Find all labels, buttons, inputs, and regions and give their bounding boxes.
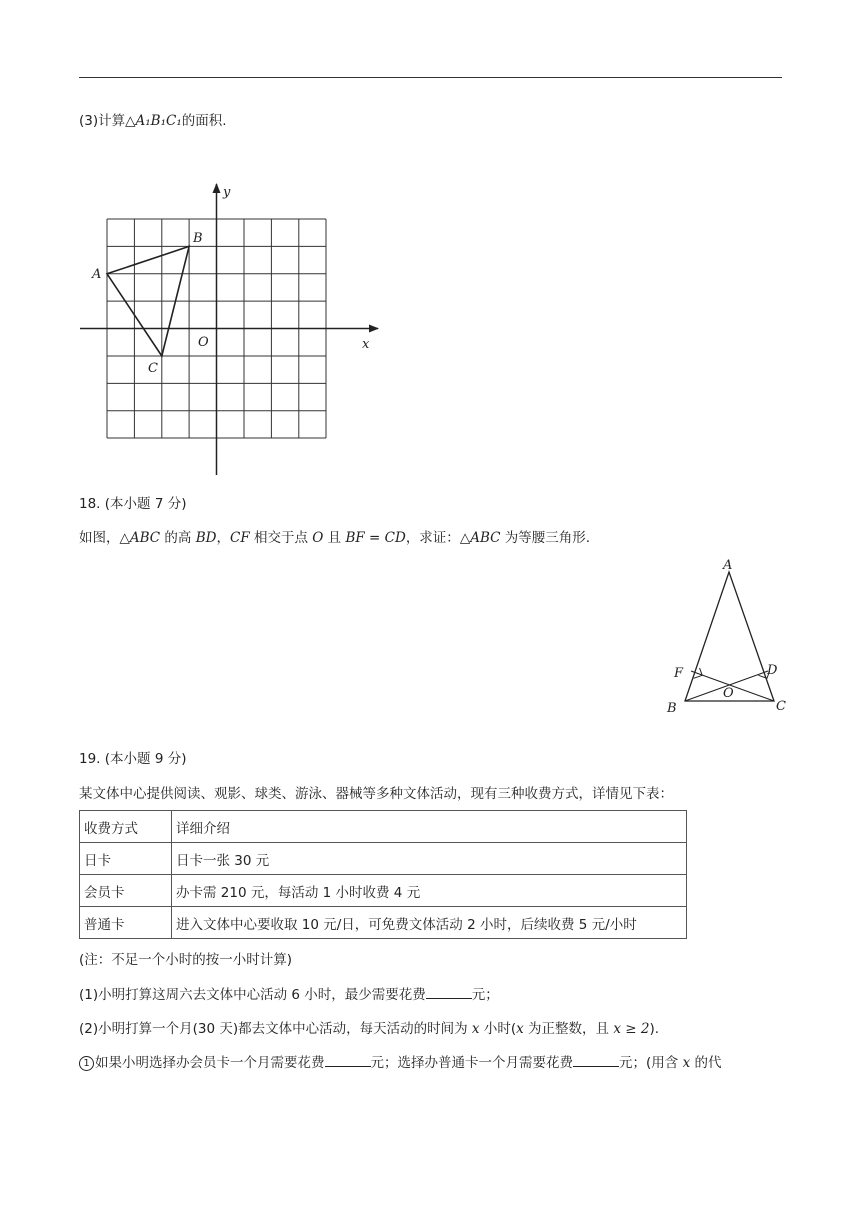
table-cell: 日卡一张 30 元 — [172, 843, 687, 875]
answer-blank[interactable] — [325, 1052, 371, 1067]
axis-label-x: x — [362, 337, 370, 352]
point-label-c: C — [148, 361, 158, 376]
q19-part2: (2)小明打算一个月(30 天)都去文体中心活动，每天活动的时间为 x 小时(x 为正整数，且 x ≥ 2). — [79, 1021, 659, 1037]
q19-sub1: 1 如果小明选择办会员卡一个月需要花费 元；选择办普通卡一个月需要花费 元；(用含 x 的代 — [79, 1052, 721, 1073]
table-row — [80, 907, 687, 939]
point-label-a: A — [92, 267, 102, 282]
table-row — [80, 843, 687, 875]
label-f: F — [674, 666, 684, 681]
point-label-b: B — [193, 231, 203, 246]
table-header-row — [80, 811, 687, 843]
table-cell: 进入文体中心要收取 10 元/日，可免费文体活动 2 小时，后续收费 5 元/小时 — [172, 907, 687, 939]
label-o: O — [723, 686, 734, 701]
triangle-symbol: △ — [125, 113, 136, 129]
isosceles-triangle-figure — [660, 552, 795, 717]
triangle-name: A₁B₁C₁ — [135, 113, 182, 129]
label-b: B — [667, 701, 677, 716]
answer-blank[interactable] — [426, 984, 472, 999]
label-a: A — [723, 558, 733, 573]
q18-heading: 18. (本小题 7 分) — [79, 496, 187, 512]
circled-number: 1 — [79, 1056, 94, 1071]
table-cell: 普通卡 — [80, 907, 172, 939]
axis-label-y: y — [223, 185, 231, 200]
q19-note: (注：不足一个小时的按一小时计算) — [79, 952, 293, 968]
q18-problem-text: 如图，△ABC 的高 BD，CF 相交于点 O 且 BF = CD，求证：△ABC 为等腰三角形. — [79, 530, 591, 546]
table-cell: 会员卡 — [80, 875, 172, 907]
fee-table — [79, 810, 687, 939]
table-cell: 办卡需 210 元，每活动 1 小时收费 4 元 — [172, 875, 687, 907]
q19-part1: (1)小明打算这周六去文体中心活动 6 小时，最少需要花费 元； — [79, 984, 499, 1005]
answer-blank[interactable] — [573, 1052, 619, 1067]
q17-part3-suffix: 的面积. — [181, 113, 227, 129]
header-rule — [79, 77, 782, 78]
label-d: D — [767, 663, 778, 678]
label-c: C — [776, 699, 786, 714]
q19-intro: 某文体中心提供阅读、观影、球类、游泳、器械等多种文体活动，现有三种收费方式，详情见下表： — [79, 786, 673, 802]
table-row — [80, 875, 687, 907]
table-cell: 日卡 — [80, 843, 172, 875]
table-header-cell: 收费方式 — [80, 811, 172, 843]
coordinate-grid-figure — [70, 178, 390, 480]
table-header-cell: 详细介绍 — [172, 811, 687, 843]
q19-heading: 19. (本小题 9 分) — [79, 751, 187, 767]
triangle-abc-outline — [685, 572, 774, 701]
q17-part3-prefix: (3)计算 — [79, 113, 126, 129]
q17-part3-line — [79, 111, 227, 131]
origin-label: O — [198, 335, 209, 350]
